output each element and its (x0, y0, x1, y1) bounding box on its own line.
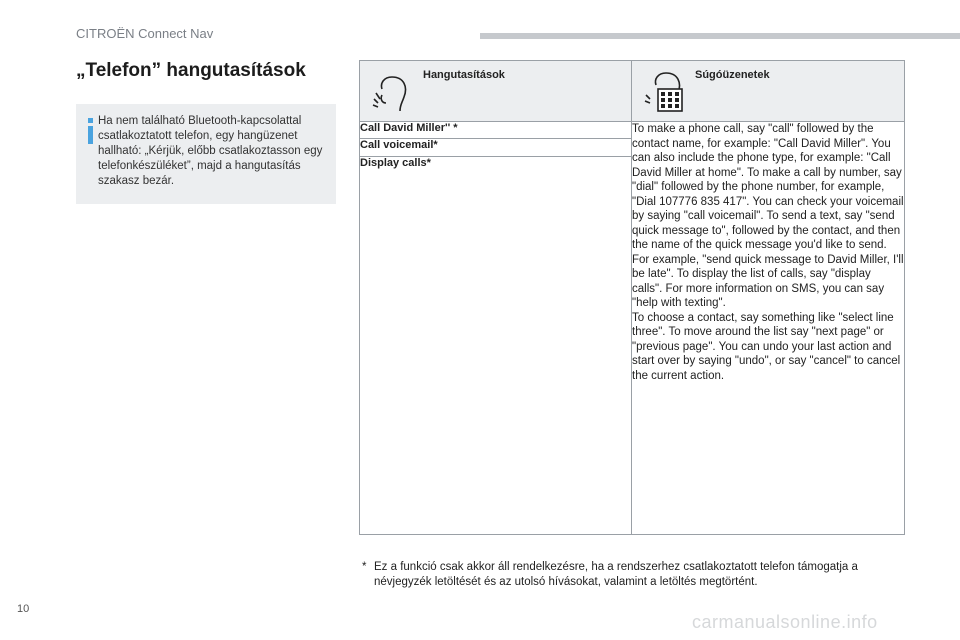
footnote-mark: * (362, 561, 367, 573)
page-number: 10 (17, 603, 30, 615)
footnote-text: Ez a funkció csak akkor áll rendelkezésre, ha a rendszerhez csatlakoztatott telefon támogatja a névjegyzék letöltését és az utolsó hívásokat, valamint a letöltés megtörtént. (374, 561, 858, 588)
help-message-icon (642, 69, 686, 115)
header-help-messages (632, 61, 905, 122)
voice-command-icon (370, 69, 410, 113)
info-box (76, 104, 336, 204)
command-cell: Display calls* (360, 156, 632, 534)
section-title: „Telefon” hangutasítások (76, 60, 306, 81)
commands-table (359, 60, 905, 535)
info-icon (86, 118, 96, 188)
header-voice-commands (360, 61, 632, 122)
info-text: Ha nem található Bluetooth-kapcsolattal csatlakoztatott telefon, egy hangüzenet hallható: „Kérjük, előbb csatlakoztasson egy telefonkészüléket”, majd a hangutasítás szakasz bezár. (98, 115, 323, 187)
header-voice-commands-label: Hangutasítások (423, 69, 505, 81)
command-cell: Call David Miller'' * (360, 122, 632, 139)
header-bar (480, 33, 960, 39)
command-cell: Call voicemail* (360, 139, 632, 156)
watermark: carmanualsonline.info (692, 612, 878, 632)
header-title: CITROËN Connect Nav (76, 26, 214, 41)
help-message-cell: To make a phone call, say "call" followed by the contact name, for example: "Call David Miller". You can also include the phone type, for example: "Call David Miller at home". To make a call by number, say "dial" followed by the phone number, for example, "Dial 107776 835 417". You can check your voicemail by saying "call voicemail". To send a text, say "send quick message to", followed by the contact, and then the name of the quick message you'd like to send. For example, "send quick message to David Miller, I'll be late". To display the list of calls, say "display calls". For more information on SMS, you can say "help with texting". To choose a contact, say something like "select line three". To move around the list say "next page" or "previous page". You can undo your last action and start over by saying "undo", or say "cancel" to cancel the current action. (632, 122, 905, 535)
header-help-messages-label: Súgóüzenetek (695, 69, 770, 81)
